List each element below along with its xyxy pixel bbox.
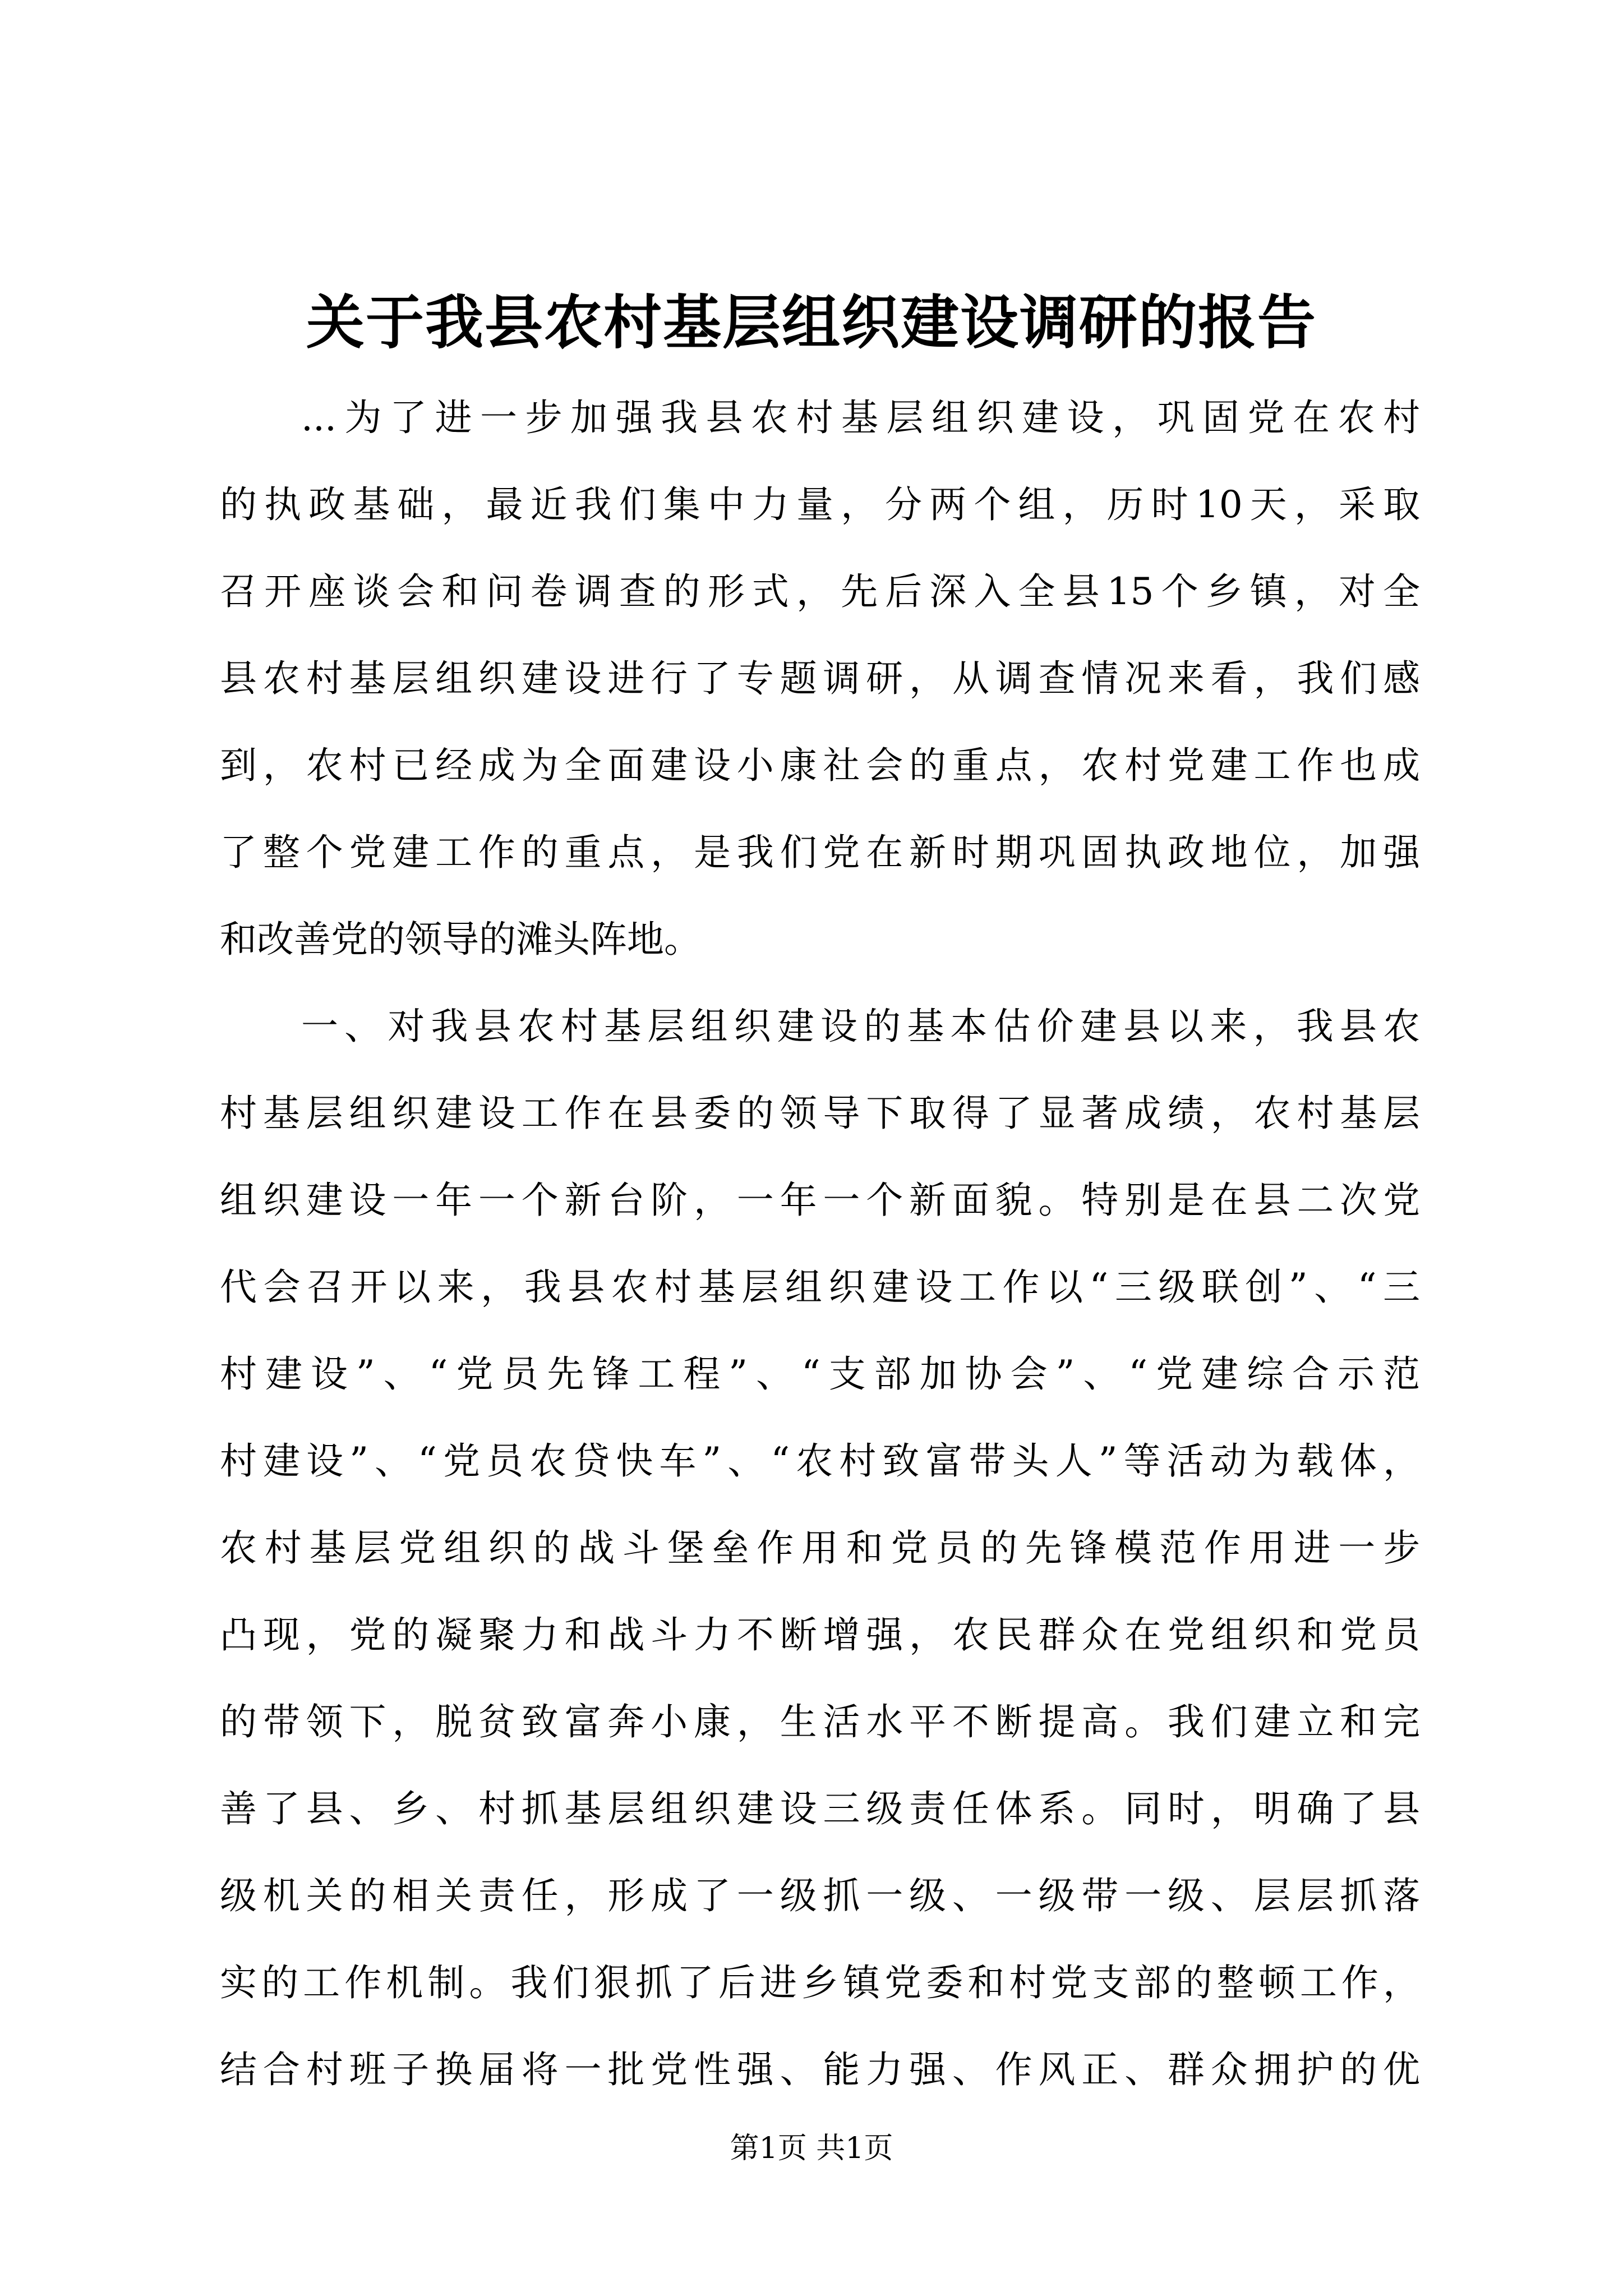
body-line: 善了县、乡、村抓基层组织建设三级责任体系。同时，明确了县 xyxy=(220,1787,1420,1830)
body-line: 级机关的相关责任，形成了一级抓一级、一级带一级、层层抓落 xyxy=(220,1874,1420,1917)
body-line: 一、对我县农村基层组织建设的基本估价建县以来，我县农 xyxy=(301,1005,1420,1048)
document-title: 关于我县农村基层组织建设调研的报告 xyxy=(306,288,1317,357)
body-line: 村基层组织建设工作在县委的领导下取得了显著成绩，农村基层 xyxy=(220,1092,1420,1135)
body-line: 召开座谈会和问卷调查的形式，先后深入全县15个乡镇，对全 xyxy=(220,570,1420,613)
body-line: 凸现，党的凝聚力和战斗力不断增强，农民群众在党组织和党员 xyxy=(220,1613,1420,1657)
body-line: 结合村班子换届将一批党性强、能力强、作风正、群众拥护的优 xyxy=(220,2048,1420,2091)
body-line: 实的工作机制。我们狠抓了后进乡镇党委和村党支部的整顿工作， xyxy=(220,1961,1420,2004)
body-line: 代会召开以来，我县农村基层组织建设工作以“三级联创”、“三 xyxy=(220,1266,1420,1309)
page-footer: 第1页 共1页 xyxy=(730,2132,893,2165)
body-line: 了整个党建工作的重点，是我们党在新时期巩固执政地位，加强 xyxy=(220,831,1420,874)
body-line: 村建设”、“党员先锋工程”、“支部加协会”、“党建综合示范 xyxy=(220,1352,1420,1396)
body-line: 到，农村已经成为全面建设小康社会的重点，农村党建工作也成 xyxy=(220,744,1420,787)
body-line: 组织建设一年一个新台阶，一年一个新面貌。特别是在县二次党 xyxy=(220,1179,1420,1222)
body-line: 和改善党的领导的滩头阵地。 xyxy=(220,918,701,961)
body-line: 的带领下，脱贫致富奔小康，生活水平不断提高。我们建立和完 xyxy=(220,1700,1420,1743)
body-line: ...为了进一步加强我县农村基层组织建设，巩固党在农村 xyxy=(301,396,1420,439)
body-line: 村建设”、“党员农贷快车”、“农村致富带头人”等活动为载体， xyxy=(220,1439,1420,1483)
body-line: 县农村基层组织建设进行了专题调研，从调查情况来看，我们感 xyxy=(220,657,1420,700)
body-line: 的执政基础，最近我们集中力量，分两个组，历时10天，采取 xyxy=(220,483,1420,526)
body-line: 农村基层党组织的战斗堡垒作用和党员的先锋模范作用进一步 xyxy=(220,1526,1420,1570)
